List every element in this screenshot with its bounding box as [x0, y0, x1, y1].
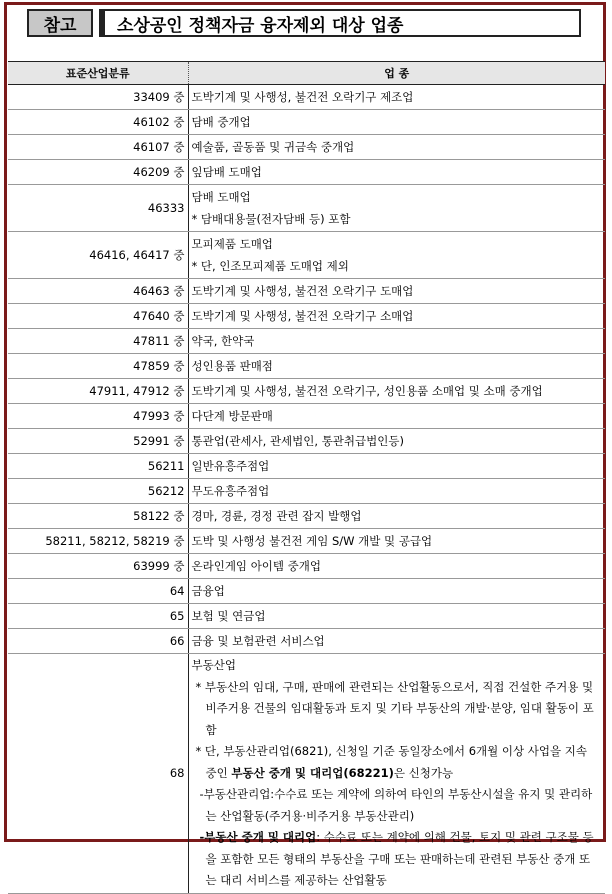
document-frame	[4, 2, 606, 887]
industry-line: 통관업(관세사, 관세법인, 통관취급법인등)	[191, 434, 404, 448]
table-row	[8, 554, 605, 579]
table-row	[8, 160, 605, 185]
table-row	[8, 429, 605, 454]
industry-code: 47859 중	[8, 354, 188, 379]
industry-code: 47911, 47912 중	[8, 379, 188, 404]
table-row	[8, 329, 605, 354]
table-header-row	[8, 62, 605, 85]
industry-line: 도박기계 및 사행성, 불건전 오락기구 소매업	[191, 309, 414, 323]
industry-line: 도박기계 및 사행성, 불건전 오락기구 제조업	[191, 90, 414, 104]
table-row	[8, 185, 605, 232]
industry-code: 46416, 46417 중	[8, 232, 188, 279]
industry-code: 56212	[8, 479, 188, 504]
industry-name	[188, 379, 605, 404]
table-row	[8, 304, 605, 329]
industry-name	[188, 232, 605, 279]
industry-name	[188, 135, 605, 160]
industry-note: * 담배대용물(전자담배 등) 포함	[191, 212, 351, 226]
table-row	[8, 135, 605, 160]
reference-badge: 참고	[27, 9, 93, 37]
industry-name	[188, 629, 605, 654]
realestate-bullet-2	[192, 741, 600, 784]
industry-code: 65	[8, 604, 188, 629]
industry-code: 46102 중	[8, 110, 188, 135]
table-row	[8, 529, 605, 554]
industry-code: 52991 중	[8, 429, 188, 454]
header	[27, 9, 581, 37]
industry-line: 잎담배 도매업	[191, 165, 262, 179]
industry-code: 63999 중	[8, 554, 188, 579]
industry-name	[188, 329, 605, 354]
industry-code: 68	[8, 654, 188, 894]
industry-name	[188, 279, 605, 304]
industry-line: 다단계 방문판매	[191, 409, 273, 423]
industry-code: 58122 중	[8, 504, 188, 529]
industry-name	[188, 479, 605, 504]
industry-line: 약국, 한약국	[191, 334, 255, 348]
industry-name	[188, 604, 605, 629]
table-row	[8, 232, 605, 279]
industry-line: 도박기계 및 사행성, 불건전 오락기구, 성인용품 소매업 및 소매 중개업	[191, 384, 543, 398]
page-title: 소상공인 정책자금 융자제외 대상 업종	[99, 9, 581, 37]
industry-code: 46463 중	[8, 279, 188, 304]
industry-name	[188, 429, 605, 454]
industry-code: 47993 중	[8, 404, 188, 429]
bullet-2-post: 은 신청가능	[393, 765, 454, 780]
industry-line: 보험 및 연금업	[191, 609, 266, 623]
industry-code: 47640 중	[8, 304, 188, 329]
industry-code: 47811 중	[8, 329, 188, 354]
table-row	[8, 85, 605, 110]
industry-code: 66	[8, 629, 188, 654]
industry-line: 예술품, 골동품 및 귀금속 중개업	[191, 140, 355, 154]
table-row	[8, 354, 605, 379]
industry-name	[188, 304, 605, 329]
table-row	[8, 604, 605, 629]
industry-line: 일반유흥주점업	[191, 459, 270, 473]
industry-name	[188, 554, 605, 579]
realestate-bullet-1: * 부동산의 임대, 구매, 판매에 관련되는 산업활동으로서, 직접 건설한 주거용 및 비주거용 건물의 임대활동과 토지 및 기타 부동산의 개발·분양, 임대 활동이 포함	[195, 679, 594, 737]
col-header-industry: 업 종	[188, 62, 605, 85]
industry-line: 부동산업	[191, 658, 236, 672]
industry-code: 46333	[8, 185, 188, 232]
industry-note: * 단, 인조모피제품 도매업 제외	[191, 259, 349, 273]
table-row	[8, 454, 605, 479]
industry-line: 도박 및 사행성 불건전 게임 S/W 개발 및 공급업	[191, 534, 433, 548]
bullet-2-emphasis: 부동산 중개 및 대리업(68221)	[231, 765, 394, 780]
industry-code: 58211, 58212, 58219 중	[8, 529, 188, 554]
industry-name	[188, 654, 605, 894]
excluded-industry-table	[8, 61, 605, 894]
industry-code: 33409 중	[8, 85, 188, 110]
industry-name	[188, 579, 605, 604]
industry-code: 56211	[8, 454, 188, 479]
industry-line: 성인용품 판매점	[191, 359, 273, 373]
table-row	[8, 579, 605, 604]
dash-2-post: : 수수료 또는 계약에 의해 건물, 토지 및 관련 구조물 등을 포함한 모든 형태의 부동산을 구매 또는 판매하는데 관련된 부동산 중개 또는 대리 서비스를 제공하는 산업활동	[205, 830, 594, 887]
industry-line: 금융 및 보험관련 서비스업	[191, 634, 325, 648]
industry-name	[188, 185, 605, 232]
industry-code: 46209 중	[8, 160, 188, 185]
table-row-realestate	[8, 654, 605, 894]
industry-line: 경마, 경륜, 경정 관련 잡지 발행업	[191, 509, 362, 523]
realestate-dash-2	[192, 827, 600, 892]
table-row	[8, 479, 605, 504]
table-row	[8, 110, 605, 135]
industry-name	[188, 85, 605, 110]
industry-name	[188, 354, 605, 379]
table-row	[8, 279, 605, 304]
industry-code: 46107 중	[8, 135, 188, 160]
bullet-2-pre: * 단, 부동산관리업(6821), 신청일 기준 동일장소에서 6개월 이상 사업을 지속 중인	[195, 744, 587, 780]
col-header-code: 표준산업분류	[8, 62, 188, 85]
industry-code: 64	[8, 579, 188, 604]
industry-line: 도박기계 및 사행성, 불건전 오락기구 도매업	[191, 284, 414, 298]
industry-name	[188, 404, 605, 429]
table-row	[8, 404, 605, 429]
industry-line: 무도유흥주점업	[191, 484, 270, 498]
industry-line: 온라인게임 아이템 중개업	[191, 559, 322, 573]
industry-name	[188, 110, 605, 135]
industry-line: 금융업	[191, 584, 225, 598]
industry-line: 모피제품 도매업	[191, 237, 273, 251]
table-row	[8, 629, 605, 654]
industry-name	[188, 454, 605, 479]
industry-name	[188, 529, 605, 554]
industry-name	[188, 504, 605, 529]
table-row	[8, 504, 605, 529]
realestate-dash-1: -부동산관리업:수수료 또는 계약에 의하여 타인의 부동산시설을 유지 및 관리하는 산업활동(주거용·비주거용 부동산관리)	[199, 787, 593, 823]
industry-line: 담배 도매업	[191, 190, 251, 204]
dash-2-emphasis: -부동산 중개 및 대리업	[199, 830, 317, 844]
industry-line: 담배 중개업	[191, 115, 251, 129]
table-row	[8, 379, 605, 404]
industry-name	[188, 160, 605, 185]
